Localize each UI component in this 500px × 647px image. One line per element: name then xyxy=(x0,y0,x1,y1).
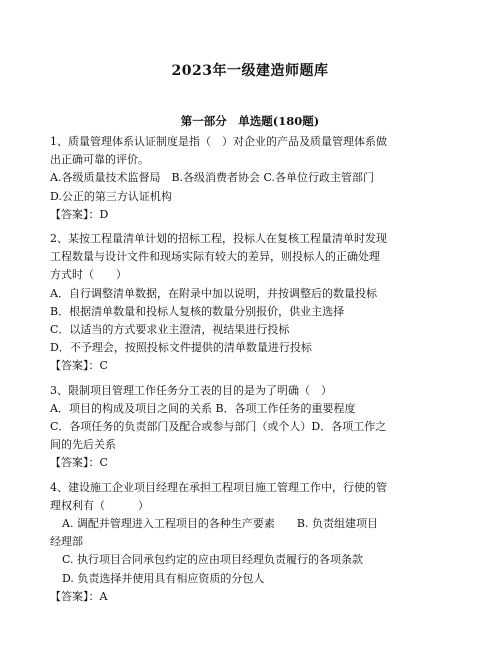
question-stem-line: 1、质量管理体系认证制度是指（ ）对企业的产品及质量管理体系做 xyxy=(50,135,387,148)
question-4 xyxy=(50,479,462,606)
answer-line: 【答案】：D xyxy=(50,207,109,221)
answer-line: 【答案】：C xyxy=(50,456,108,470)
option-line: D.公正的第三方认证机构 xyxy=(50,189,172,203)
question-stem-line: 3、限制项目管理工作任务分工表的目的是为了明确（ ） xyxy=(50,383,332,397)
question-list xyxy=(50,133,462,606)
question-stem-line: 理权利有（ ） xyxy=(50,498,149,512)
answer-line: 【答案】：C xyxy=(50,359,108,373)
option-line: C. 执行项目合同承包约定的应由项目经理负责履行的各项条款 xyxy=(62,553,364,567)
option-line: B．根据清单数量和投标人复核的数量分别报价，供业主选择 xyxy=(50,304,345,318)
question-2 xyxy=(50,230,462,376)
question-stem-line: 出正确可靠的评价。 xyxy=(50,153,149,167)
question-stem-line: 2、某按工程量清单计划的招标工程，投标人在复核工程量清单时发现 xyxy=(50,232,387,246)
answer-line: 【答案】：A xyxy=(50,589,108,603)
option-line: D. 负责选择并使用具有相应资质的分包人 xyxy=(62,571,265,585)
question-3 xyxy=(50,382,462,473)
option-line: 经理部 xyxy=(50,535,83,549)
question-stem-line: 4、建设施工企业项目经理在承担工程项目施工管理工作中，行使的管 xyxy=(50,480,387,494)
option-line: C．以适当的方式要求业主澄清，视结果进行投标 xyxy=(50,323,290,337)
option-line: A．自行调整清单数据，在附录中加以说明，并按调整后的数量投标 xyxy=(50,286,377,300)
option-line: D．不予理会，按照投标文件提供的清单数量进行投标 xyxy=(50,341,312,355)
option-line: A．项目的构成及项目之间的关系 B．各项工作任务的重要程度 xyxy=(50,401,356,415)
section-heading: 第一部分 单选题(180题) xyxy=(180,114,320,128)
option-line: C．各项任务的负责部门及配合或参与部门（或个人）D．各项工作之 xyxy=(50,420,387,434)
option-line: 间的先后关系 xyxy=(50,438,116,452)
question-1 xyxy=(50,133,462,224)
question-stem-line: 工程数量与设计文件和现场实际有较大的差异，则投标人的正确处理 xyxy=(50,250,380,264)
option-line: A. 调配并管理进入工程项目的各种生产要素 B. 负责组建项目 xyxy=(62,517,379,531)
document-title: 2023年一级建造师题库 xyxy=(171,63,329,79)
option-line: A.各级质量技术监督局 B.各级消费者协会 C.各单位行政主管部门 xyxy=(50,171,375,185)
question-stem-line: 方式时（ ） xyxy=(50,268,127,282)
